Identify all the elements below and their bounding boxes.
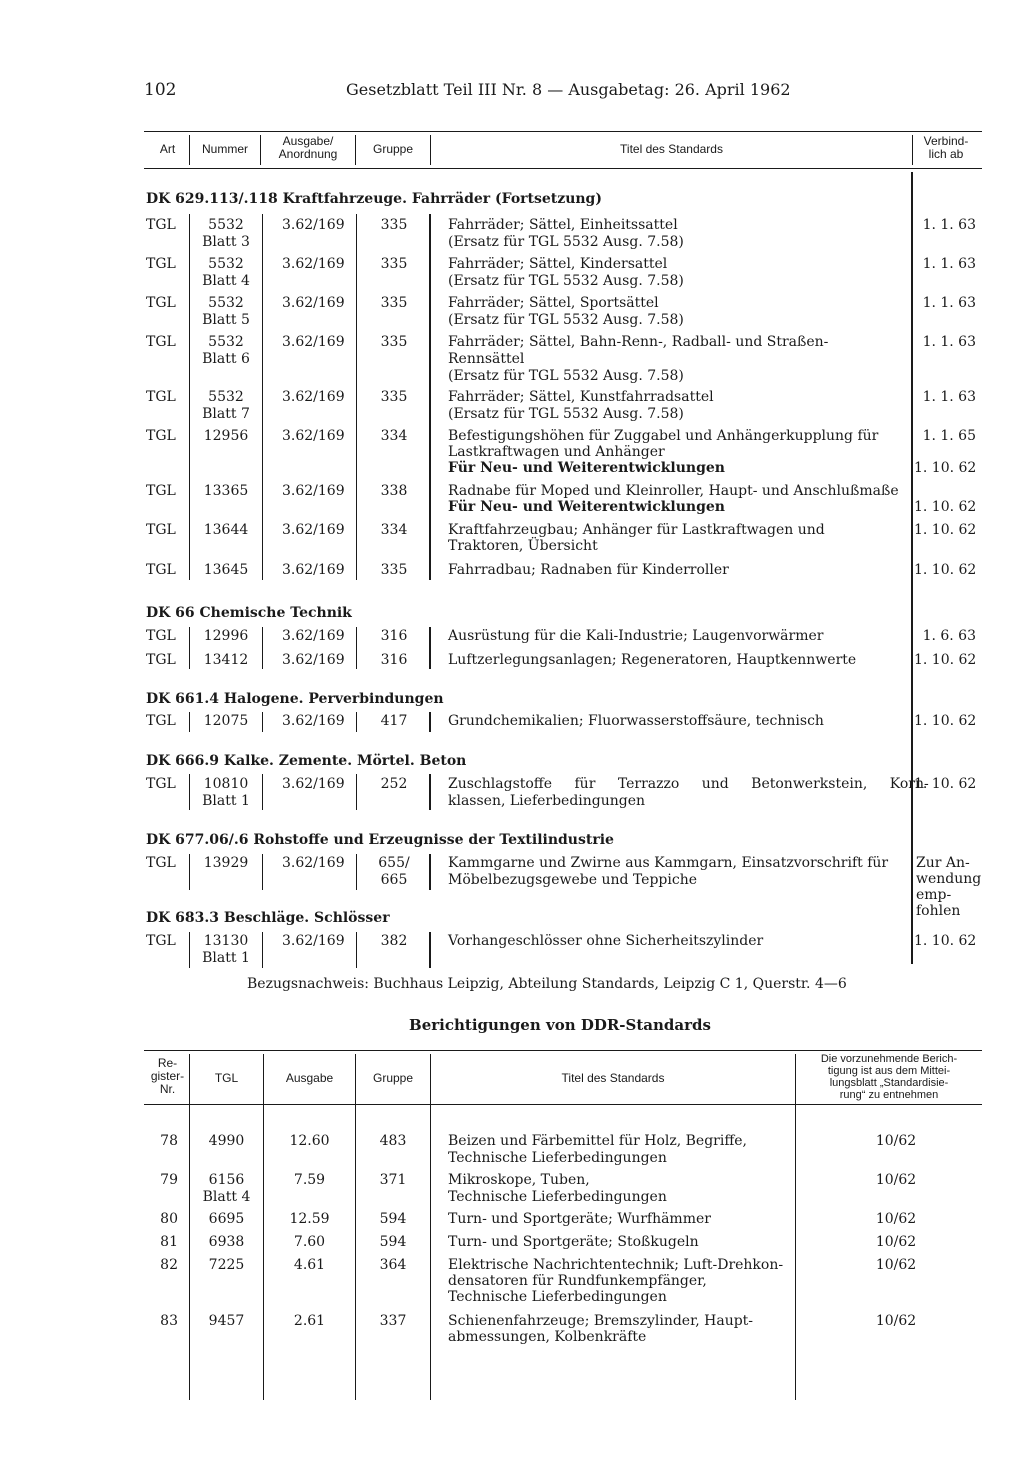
col-mitteilung: Die vorzunehmende Berich- tigung ist aus dem Mittei- lungsblatt „Standardisie- rung“ zu entnehmen xyxy=(820,1053,958,1101)
cell-ausgabe: 3.62/169 xyxy=(282,855,345,871)
section-heading: DK 666.9 Kalke. Zemente. Mörtel. Beton xyxy=(146,753,467,769)
cell-titel: Rennsättel xyxy=(448,351,525,367)
cell-ausgabe: 3.62/169 xyxy=(282,483,345,499)
cell-art: TGL xyxy=(146,628,176,644)
cell-nummer: 13929 xyxy=(203,855,249,871)
cell-gruppe: 338 xyxy=(380,483,408,499)
cell-titel: Fahrradbau; Radnaben für Kinderroller xyxy=(448,562,729,578)
cell-titel: Lastkraftwagen und Anhänger xyxy=(448,444,665,460)
col-tgl: TGL xyxy=(214,1071,239,1085)
cell-verbindlich: 1. 6. 63 xyxy=(922,628,976,644)
cell-titel: Fahrräder; Sättel, Einheitssattel xyxy=(448,217,678,233)
cell-art: TGL xyxy=(146,256,176,272)
cell-gruppe: 655/ xyxy=(378,855,410,871)
cell-titel: densatoren für Rundfunkempfänger, xyxy=(448,1273,707,1289)
cell-verbindlich: 1. 10. 62 xyxy=(914,562,977,578)
cell-art: TGL xyxy=(146,776,176,792)
page-number: 102 xyxy=(144,80,177,100)
cell-ausgabe: 2.61 xyxy=(293,1313,326,1329)
cell-titel: Turn- und Sportgeräte; Stoßkugeln xyxy=(448,1234,699,1250)
cell-verbindlich: fohlen xyxy=(916,903,961,919)
cell-ausgabe: 7.59 xyxy=(293,1172,326,1188)
cell-nummer: 5532 xyxy=(208,389,244,405)
cell-titel: Fahrräder; Sättel, Sportsättel xyxy=(448,295,659,311)
cell-gruppe: 382 xyxy=(380,933,408,949)
divider xyxy=(260,135,261,165)
cell-nummer: 5532 xyxy=(208,295,244,311)
section-heading: DK 683.3 Beschläge. Schlösser xyxy=(146,910,390,926)
divider xyxy=(262,854,263,890)
col-art: Art xyxy=(159,142,176,156)
verbindlich-column-rule xyxy=(911,172,913,964)
cell-titel: (Ersatz für TGL 5532 Ausg. 7.58) xyxy=(448,273,684,289)
cell-titel: (Ersatz für TGL 5532 Ausg. 7.58) xyxy=(448,312,684,328)
cell-titel: Befestigungshöhen für Zuggabel und Anhängerkupplung für xyxy=(448,428,879,444)
section-heading: DK 677.06/.6 Rohstoffe und Erzeugnisse der Textilindustrie xyxy=(146,832,614,848)
cell-titel: Vorhangeschlösser ohne Sicherheitszylinder xyxy=(448,933,764,949)
cell-mitteilung: 10/62 xyxy=(875,1211,917,1227)
cell-ausgabe: 3.62/169 xyxy=(282,295,345,311)
page-header-title: Gesetzblatt Teil III Nr. 8 — Ausgabetag: 26. April 1962 xyxy=(346,80,791,99)
cell-blatt: Blatt 6 xyxy=(202,351,250,367)
cell-titel: Fahrräder; Sättel, Kunstfahrradsattel xyxy=(448,389,714,405)
cell-gruppe: 594 xyxy=(379,1234,407,1250)
cell-tgl: 4990 xyxy=(208,1133,245,1149)
cell-art: TGL xyxy=(146,652,176,668)
cell-art: TGL xyxy=(146,713,176,729)
cell-titel: (Ersatz für TGL 5532 Ausg. 7.58) xyxy=(448,368,684,384)
cell-titel: Turn- und Sportgeräte; Wurfhämmer xyxy=(448,1211,711,1227)
divider xyxy=(262,712,263,732)
cell-register: 81 xyxy=(160,1234,178,1250)
cell-titel: Schienenfahrzeuge; Bremszylinder, Haupt- xyxy=(448,1313,754,1329)
cell-blatt: Blatt 4 xyxy=(202,1189,251,1205)
cell-nummer: 5532 xyxy=(208,217,244,233)
cell-gruppe: 594 xyxy=(379,1211,407,1227)
cell-ausgabe: 7.60 xyxy=(293,1234,326,1250)
divider xyxy=(262,214,263,580)
cell-gruppe: 335 xyxy=(380,562,408,578)
cell-mitteilung: 10/62 xyxy=(875,1133,917,1149)
cell-gruppe: 483 xyxy=(379,1133,407,1149)
cell-ausgabe: 3.62/169 xyxy=(282,217,345,233)
cell-art: TGL xyxy=(146,933,176,949)
cell-mitteilung: 10/62 xyxy=(875,1257,917,1273)
cell-gruppe: 364 xyxy=(379,1257,407,1273)
cell-ausgabe: 3.62/169 xyxy=(282,713,345,729)
cell-blatt: Blatt 1 xyxy=(202,793,250,809)
cell-nummer: 5532 xyxy=(208,334,244,350)
col-gruppe: Gruppe xyxy=(372,142,414,156)
cell-gruppe: 371 xyxy=(379,1172,407,1188)
cell-art: TGL xyxy=(146,217,176,233)
cell-titel: Elektrische Nachrichtentechnik; Luft-Drehkon- xyxy=(448,1257,784,1273)
cell-nummer: 12996 xyxy=(203,628,249,644)
col-register: Re- gister- Nr. xyxy=(150,1056,185,1096)
cell-register: 83 xyxy=(160,1313,178,1329)
table1-top-rule xyxy=(144,131,982,132)
cell-verbindlich: 1. 1. 63 xyxy=(922,256,976,272)
cell-nummer: 10810 xyxy=(203,776,249,792)
cell-gruppe: 316 xyxy=(380,652,408,668)
cell-titel: Fahrräder; Sättel, Bahn-Renn-, Radball- und Straßen- xyxy=(448,334,829,350)
cell-art: TGL xyxy=(146,389,176,405)
cell-tgl: 6938 xyxy=(208,1234,245,1250)
cell-titel: klassen, Lieferbedingungen xyxy=(448,793,646,809)
cell-titel: Technische Lieferbedingungen xyxy=(448,1289,667,1305)
cell-ausgabe: 3.62/169 xyxy=(282,628,345,644)
cell-art: TGL xyxy=(146,428,176,444)
table2-top-rule xyxy=(144,1050,982,1051)
cell-verbindlich: 1. 1. 63 xyxy=(922,295,976,311)
cell-art: TGL xyxy=(146,855,176,871)
cell-art: TGL xyxy=(146,562,176,578)
cell-nummer: 13412 xyxy=(203,652,249,668)
cell-gruppe: 335 xyxy=(380,389,408,405)
cell-ausgabe: 3.62/169 xyxy=(282,776,345,792)
cell-ausgabe: 3.62/169 xyxy=(282,652,345,668)
cell-verbindlich: 1. 10. 62 xyxy=(914,933,977,949)
col-ausgabe: Ausgabe/ Anordnung xyxy=(278,134,338,161)
cell-titel: abmessungen, Kolbenkräfte xyxy=(448,1329,647,1345)
cell-mitteilung: 10/62 xyxy=(875,1234,917,1250)
cell-nummer: 12075 xyxy=(203,713,249,729)
cell-register: 78 xyxy=(160,1133,178,1149)
cell-verbindlich: 1. 10. 62 xyxy=(914,522,977,538)
cell-tgl: 9457 xyxy=(208,1313,245,1329)
col-titel: Titel des Standards xyxy=(620,142,723,156)
cell-tgl: 6695 xyxy=(208,1211,245,1227)
bezugsnachweis: Bezugsnachweis: Buchhaus Leipzig, Abteilung Standards, Leipzig C 1, Querstr. 4—6 xyxy=(247,976,847,992)
cell-blatt: Blatt 7 xyxy=(202,406,250,422)
cell-verbindlich: 1. 1. 63 xyxy=(922,334,976,350)
cell-gruppe: 334 xyxy=(380,428,408,444)
cell-verbindlich: 1. 1. 63 xyxy=(922,389,976,405)
divider xyxy=(262,932,263,968)
cell-gruppe: 335 xyxy=(380,217,408,233)
section-heading: DK 661.4 Halogene. Perverbindungen xyxy=(146,691,444,707)
cell-tgl: 6156 xyxy=(208,1172,245,1188)
table1-header-rule xyxy=(144,168,982,169)
cell-nummer: 12956 xyxy=(203,428,249,444)
cell-mitteilung: 10/62 xyxy=(875,1172,917,1188)
cell-titel-note: Für Neu- und Weiterentwicklungen xyxy=(448,460,725,476)
cell-art: TGL xyxy=(146,334,176,350)
cell-art: TGL xyxy=(146,522,176,538)
cell-verbindlich: 1. 1. 63 xyxy=(922,217,976,233)
cell-verbindlich: 1. 1. 65 xyxy=(922,428,976,444)
cell-gruppe: 417 xyxy=(380,713,408,729)
cell-gruppe: 334 xyxy=(380,522,408,538)
cell-ausgabe: 12.60 xyxy=(289,1133,330,1149)
cell-verbindlich: 1. 10. 62 xyxy=(914,713,977,729)
cell-blatt: Blatt 3 xyxy=(202,234,250,250)
cell-gruppe: 335 xyxy=(380,295,408,311)
cell-gruppe: 316 xyxy=(380,628,408,644)
cell-blatt: Blatt 5 xyxy=(202,312,250,328)
cell-ausgabe: 3.62/169 xyxy=(282,562,345,578)
cell-register: 82 xyxy=(160,1257,178,1273)
cell-nummer: 13365 xyxy=(203,483,249,499)
cell-titel: Radnabe für Moped und Kleinroller, Haupt- und Anschlußmaße xyxy=(448,483,899,499)
cell-mitteilung: 10/62 xyxy=(875,1313,917,1329)
cell-ausgabe: 4.61 xyxy=(293,1257,326,1273)
cell-ausgabe: 3.62/169 xyxy=(282,334,345,350)
cell-register: 79 xyxy=(160,1172,178,1188)
cell-nummer: 13645 xyxy=(203,562,249,578)
col-verbindlich: Verbind- lich ab xyxy=(923,134,969,161)
cell-nummer: 13130 xyxy=(203,933,249,949)
cell-titel: Technische Lieferbedingungen xyxy=(448,1150,667,1166)
cell-ausgabe: 3.62/169 xyxy=(282,522,345,538)
cell-ausgabe: 3.62/169 xyxy=(282,256,345,272)
cell-titel: Fahrräder; Sättel, Kindersattel xyxy=(448,256,668,272)
cell-tgl: 7225 xyxy=(208,1257,245,1273)
col-gruppe: Gruppe xyxy=(372,1071,414,1085)
cell-titel: Beizen und Färbemittel für Holz, Begriffe, xyxy=(448,1133,748,1149)
divider xyxy=(262,774,263,810)
cell-gruppe: 252 xyxy=(380,776,408,792)
section-heading: DK 629.113/.118 Kraftfahrzeuge. Fahrräder (Fortsetzung) xyxy=(146,191,602,207)
divider xyxy=(262,627,263,669)
cell-gruppe: 337 xyxy=(379,1313,407,1329)
cell-titel: Traktoren, Übersicht xyxy=(448,538,598,554)
cell-art: TGL xyxy=(146,295,176,311)
divider xyxy=(912,135,913,165)
cell-art: TGL xyxy=(146,483,176,499)
cell-verbindlich: emp- xyxy=(916,887,952,903)
col-ausgabe: Ausgabe xyxy=(285,1071,334,1085)
col-titel: Titel des Standards xyxy=(561,1071,665,1085)
cell-gruppe: 335 xyxy=(380,334,408,350)
cell-titel: Ausrüstung für die Kali-Industrie; Laugenvorwärmer xyxy=(448,628,824,644)
divider xyxy=(430,1054,431,1400)
cell-verbindlich: wendung xyxy=(916,871,982,887)
table2-heading: Berichtigungen von DDR-Standards xyxy=(409,1016,711,1034)
cell-blatt: Blatt 4 xyxy=(202,273,250,289)
cell-blatt: Blatt 1 xyxy=(202,950,250,966)
cell-titel: Grundchemikalien; Fluorwasserstoffsäure, technisch xyxy=(448,713,824,729)
cell-titel: Kammgarne und Zwirne aus Kammgarn, Einsatzvorschrift für xyxy=(448,855,889,871)
cell-verbindlich: 1. 10. 62 xyxy=(914,460,977,476)
cell-verbindlich: Zur An- xyxy=(916,855,970,871)
cell-gruppe: 335 xyxy=(380,256,408,272)
cell-titel: Luftzerlegungsanlagen; Regeneratoren, Hauptkennwerte xyxy=(448,652,857,668)
cell-ausgabe: 3.62/169 xyxy=(282,428,345,444)
section-heading: DK 66 Chemische Technik xyxy=(146,605,352,621)
cell-titel: Kraftfahrzeugbau; Anhänger für Lastkraftwagen und xyxy=(448,522,825,538)
cell-verbindlich: 1. 10. 62 xyxy=(914,499,977,515)
cell-titel: (Ersatz für TGL 5532 Ausg. 7.58) xyxy=(448,406,684,422)
cell-ausgabe: 12.59 xyxy=(289,1211,330,1227)
cell-titel: (Ersatz für TGL 5532 Ausg. 7.58) xyxy=(448,234,684,250)
cell-nummer: 13644 xyxy=(203,522,249,538)
cell-titel: Möbelbezugsgewebe und Teppiche xyxy=(448,872,698,888)
cell-titel-note: Für Neu- und Weiterentwicklungen xyxy=(448,499,725,515)
cell-verbindlich: 1. 10. 62 xyxy=(914,776,977,792)
cell-ausgabe: 3.62/169 xyxy=(282,389,345,405)
cell-nummer: 5532 xyxy=(208,256,244,272)
cell-register: 80 xyxy=(160,1211,178,1227)
cell-gruppe: 665 xyxy=(380,872,408,888)
cell-titel: Zuschlagstoffe für Terrazzo und Betonwerkstein, Korn- xyxy=(448,776,929,792)
cell-ausgabe: 3.62/169 xyxy=(282,933,345,949)
col-nummer: Nummer xyxy=(201,142,248,156)
cell-titel: Mikroskope, Tuben, xyxy=(448,1172,590,1188)
cell-titel: Technische Lieferbedingungen xyxy=(448,1189,667,1205)
cell-verbindlich: 1. 10. 62 xyxy=(914,652,977,668)
table2-header-rule xyxy=(144,1104,982,1105)
